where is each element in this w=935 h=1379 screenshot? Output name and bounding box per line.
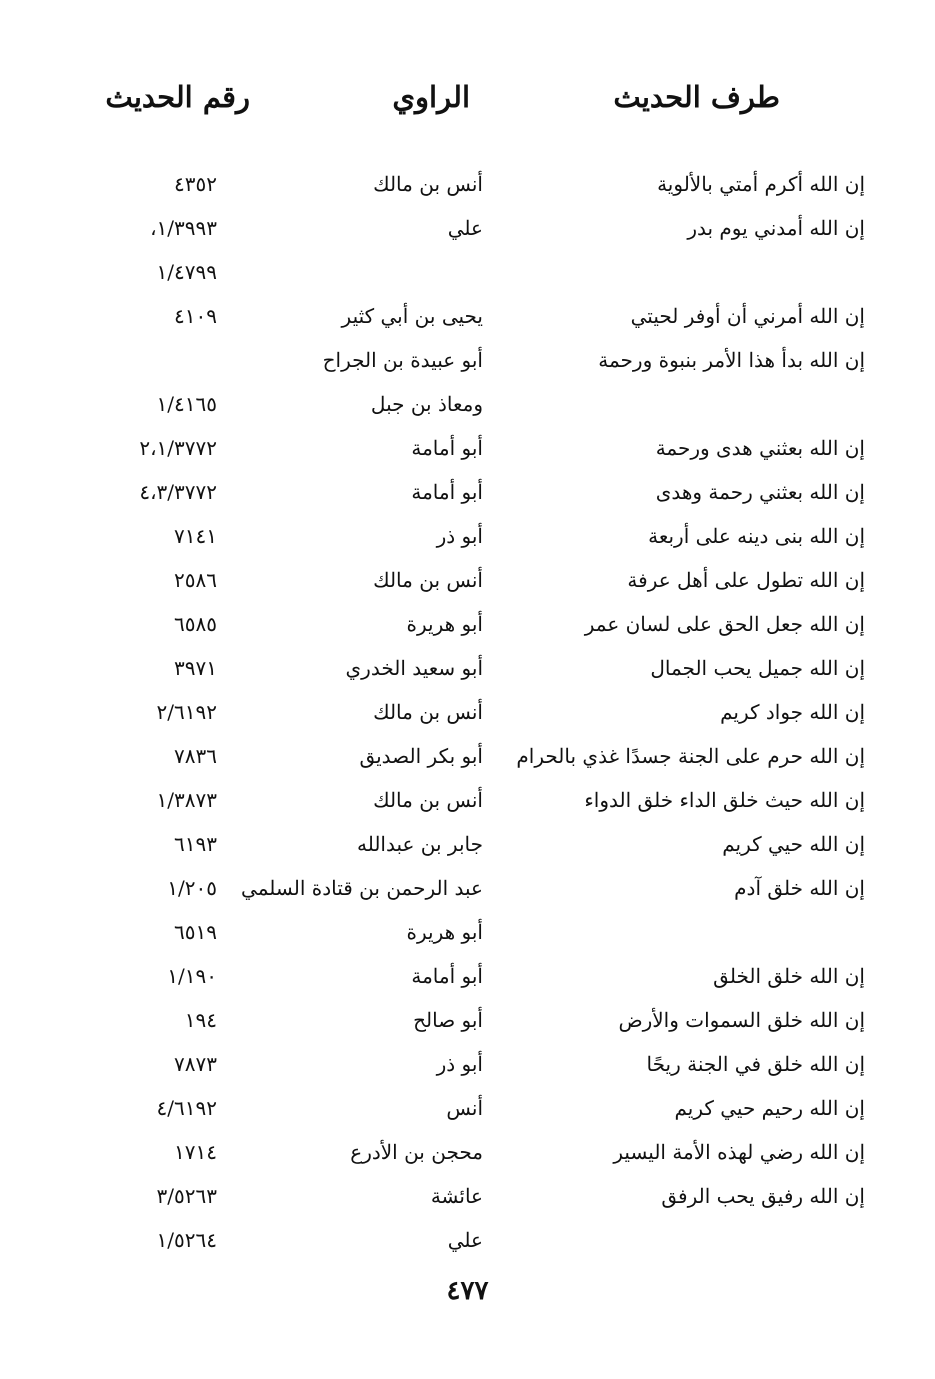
hadith-number-cell: ١٩٤ [184,1008,217,1032]
hadith-number-cell: ١/٤٧٩٩ [156,260,217,284]
hadith-start-cell: إن الله جعل الحق على لسان عمر [584,612,865,636]
hadith-number-cell: ١/٣٩٩٣، [150,216,217,240]
hadith-number-cell: ١/٥٢٦٤ [156,1228,217,1252]
hadith-start-cell: إن الله خلق السموات والأرض [618,1008,865,1032]
narrator-cell: أبو ذر [436,1052,483,1076]
hadith-number-cell: ١/٢٠٥ [167,876,217,900]
header-hadith-number: رقم الحديث [105,80,250,114]
narrator-cell: علي [447,1228,483,1252]
narrator-cell: جابر بن عبدالله [356,832,483,856]
hadith-start-cell: إن الله بنى دينه على أربعة [648,524,865,548]
hadith-number-cell: ٦٥١٩ [174,920,217,944]
hadith-number-cell: ١/١٩٠ [167,964,217,988]
table-row [0,471,935,515]
table-row [0,427,935,471]
hadith-start-cell: إن الله خلق في الجنة ريحًا [646,1052,865,1076]
hadith-number-cell: ٤٣٥٢ [174,172,217,196]
hadith-number-cell: ٧١٤١ [174,524,217,548]
hadith-start-cell: إن الله رحيم حيي كريم [674,1096,865,1120]
hadith-number-cell: ٤،٣/٣٧٧٢ [139,480,217,504]
narrator-cell: أبو صالح [413,1008,483,1032]
table-header [0,80,935,130]
hadith-start-cell: إن الله أمدني يوم بدر [687,216,865,240]
hadith-number-cell: ٢٥٨٦ [174,568,217,592]
narrator-cell: أنس بن مالك [373,568,483,592]
table-row [0,295,935,339]
narrator-cell: علي [447,216,483,240]
table-row [0,1175,935,1219]
hadith-number-cell: ٢/٦١٩٢ [156,700,217,724]
table-row [0,999,935,1043]
narrator-cell: أنس [446,1096,483,1120]
hadith-start-cell: إن الله أكرم أمتي بالألوية [657,172,865,196]
hadith-number-cell: ١/٣٨٧٣ [156,788,217,812]
narrator-cell: أنس بن مالك [373,788,483,812]
table-row [0,603,935,647]
hadith-start-cell: إن الله بدأ هذا الأمر بنبوة ورحمة [598,348,865,372]
table-row [0,515,935,559]
hadith-number-cell: ١/٤١٦٥ [156,392,217,416]
hadith-start-cell: إن الله خلق آدم [734,876,865,900]
table-row [0,867,935,911]
narrator-cell: أنس بن مالك [373,172,483,196]
hadith-start-cell: إن الله بعثني هدى ورحمة [655,436,865,460]
table-row [0,1087,935,1131]
narrator-cell: عائشة [430,1184,483,1208]
table-row [0,163,935,207]
narrator-cell: أنس بن مالك [373,700,483,724]
hadith-start-cell: إن الله بعثني رحمة وهدى [655,480,865,504]
hadith-start-cell: إن الله أمرني أن أوفر لحيتي [630,304,865,328]
table-row [0,1043,935,1087]
hadith-start-cell: إن الله حيث خلق الداء خلق الدواء [584,788,865,812]
header-narrator: الراوي [392,80,470,114]
hadith-start-cell: إن الله جميل يحب الجمال [650,656,865,680]
table-row [0,823,935,867]
page-number: ٤٧٧ [446,1276,489,1306]
hadith-number-cell: ٤/٦١٩٢ [156,1096,217,1120]
hadith-number-cell: ٧٨٣٦ [174,744,217,768]
table-row [0,911,935,955]
hadith-number-cell: ٢،١/٣٧٧٢ [139,436,217,460]
narrator-cell: أبو ذر [436,524,483,548]
narrator-cell: أبو أمامة [411,480,483,504]
hadith-number-cell: ٣٩٧١ [174,656,217,680]
table-row [0,383,935,427]
narrator-cell: أبو سعيد الخدري [345,656,483,680]
hadith-start-cell: إن الله تطول على أهل عرفة [627,568,865,592]
narrator-cell: محجن بن الأدرع [350,1140,483,1164]
hadith-start-cell: إن الله حيي كريم [722,832,865,856]
hadith-index-table [0,163,935,1263]
narrator-cell: أبو هريرة [406,920,483,944]
narrator-cell: أبو عبيدة بن الجراح [322,348,483,372]
narrator-cell: ومعاذ بن جبل [370,392,483,416]
table-row [0,1131,935,1175]
narrator-cell: أبو بكر الصديق [359,744,483,768]
hadith-number-cell: ١٧١٤ [174,1140,217,1164]
hadith-number-cell: ٧٨٧٣ [174,1052,217,1076]
hadith-start-cell: إن الله جواد كريم [720,700,865,724]
narrator-cell: أبو هريرة [406,612,483,636]
hadith-number-cell: ٣/٥٢٦٣ [156,1184,217,1208]
hadith-number-cell: ٤١٠٩ [174,304,217,328]
hadith-start-cell: إن الله حرم على الجنة جسدًا غذي بالحرام [516,744,865,768]
narrator-cell: عبد الرحمن بن قتادة السلمي [241,876,483,900]
table-row [0,955,935,999]
table-row [0,691,935,735]
hadith-start-cell: إن الله خلق الخلق [713,964,865,988]
header-hadith-start: طرف الحديث [613,80,780,114]
narrator-cell: أبو أمامة [411,964,483,988]
hadith-start-cell: إن الله رضي لهذه الأمة اليسير [613,1140,865,1164]
table-row [0,207,935,251]
hadith-number-cell: ٦٥٨٥ [174,612,217,636]
table-row [0,779,935,823]
table-row [0,339,935,383]
table-row [0,559,935,603]
narrator-cell: أبو أمامة [411,436,483,460]
hadith-number-cell: ٦١٩٣ [174,832,217,856]
table-row [0,647,935,691]
table-row [0,251,935,295]
narrator-cell: يحيى بن أبي كثير [341,304,483,328]
table-row [0,735,935,779]
hadith-start-cell: إن الله رفيق يحب الرفق [661,1184,865,1208]
table-row [0,1219,935,1263]
